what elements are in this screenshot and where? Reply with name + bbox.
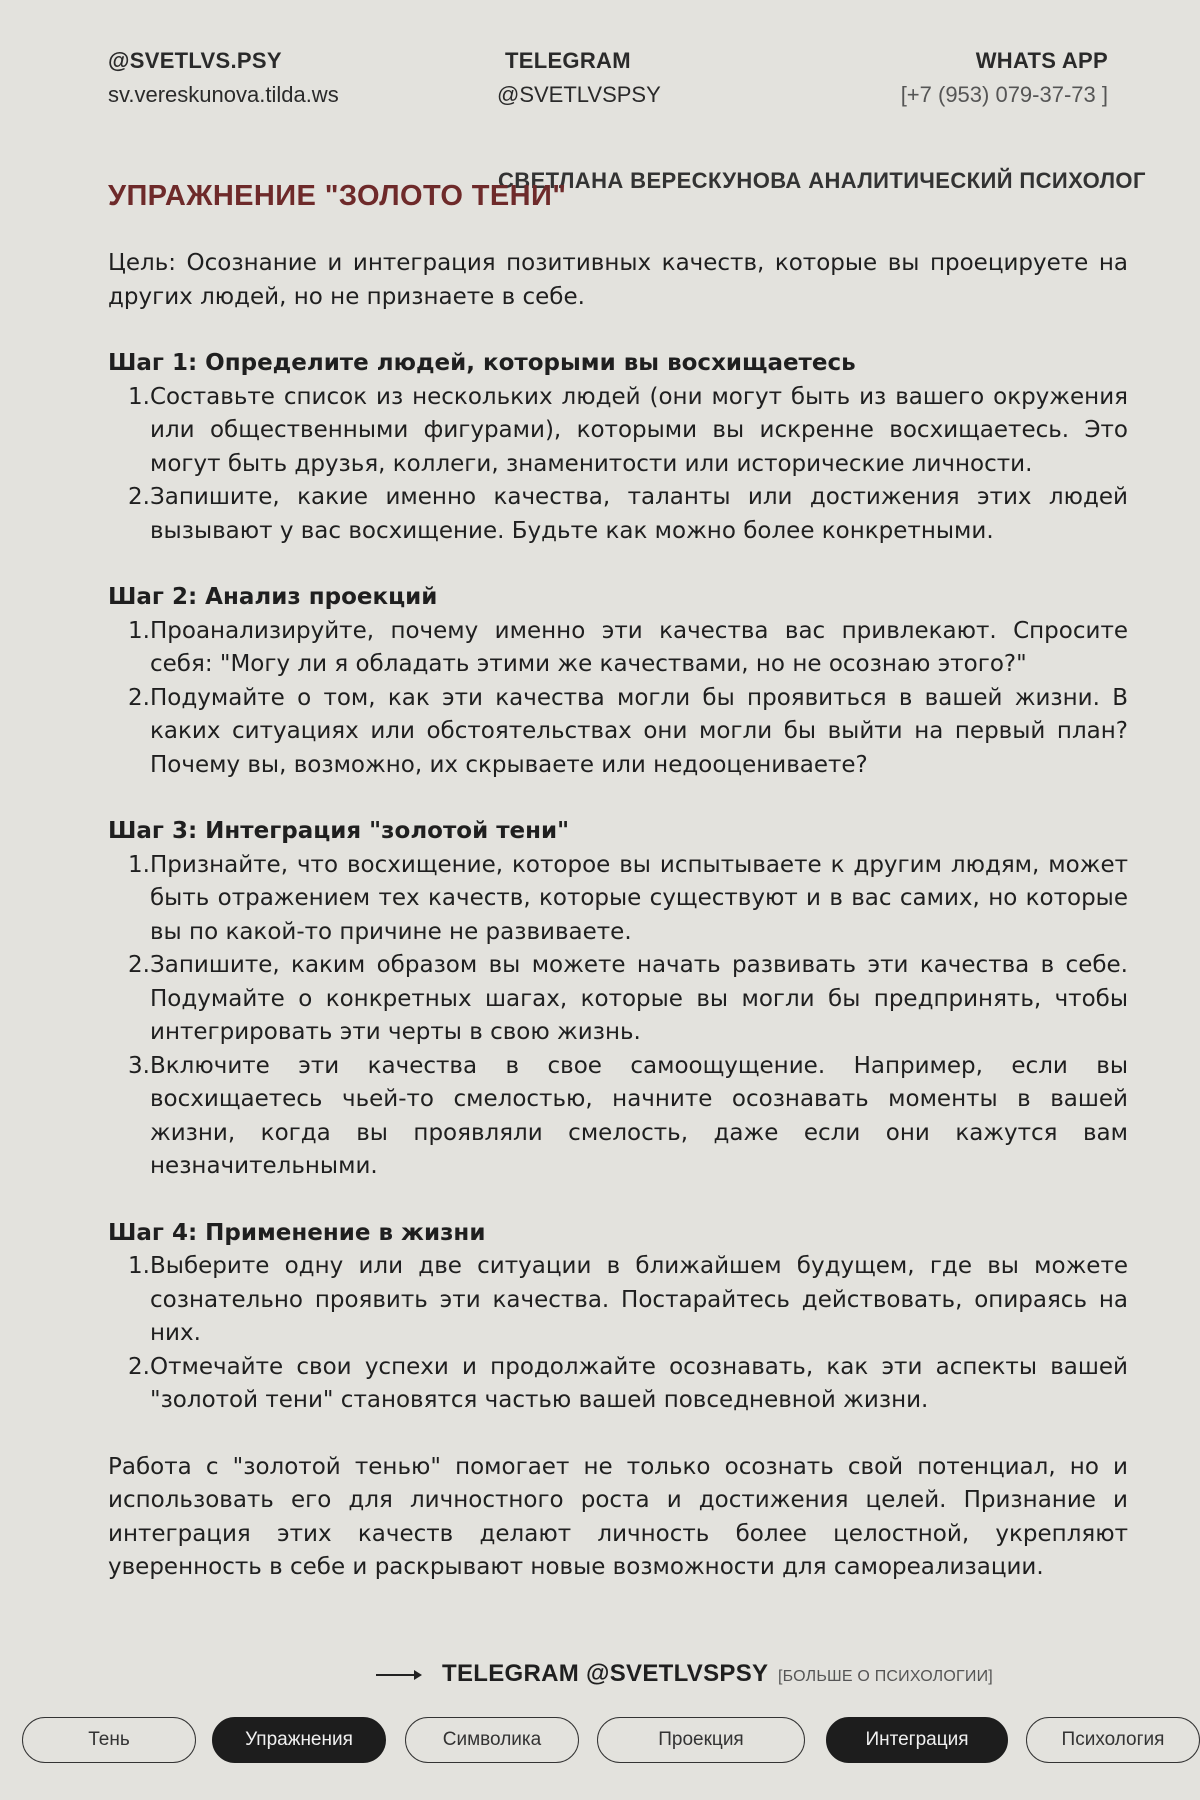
whatsapp-label: WHATS APP [975,48,1108,73]
author-name: СВЕТЛАНА ВЕРЕСКУНОВА АНАЛИТИЧЕСКИЙ ПСИХОЛОГ [498,168,1146,193]
whatsapp-phone[interactable]: [+7 (953) 079-37-73 ] [900,82,1108,107]
telegram-handle[interactable]: @SVETLVSPSY [497,82,661,107]
step-list [108,849,1128,1184]
tag-psychology[interactable]: Психология [1026,1717,1200,1763]
arrow-right-icon [376,1674,420,1676]
list-item-text: Отмечайте свои успехи и продолжайте осознавать, как эти аспекты вашей "золотой тени" становятся частью вашей повседневной жизни. [150,1353,1128,1413]
contact-telegram [497,48,661,108]
website-link[interactable]: sv.vereskunova.tilda.ws [108,82,339,107]
step-list [108,381,1128,549]
goal-paragraph: Цель: Осознание и интеграция позитивных качеств, которые вы проецируете на других людей, но не признаете в себе. [108,250,1128,310]
telegram-link[interactable]: TELEGRAM @SVETLVSPSY [442,1660,769,1687]
page-title: УПРАЖНЕНИЕ "ЗОЛОТО ТЕНИ" [108,180,567,212]
list-item-text: Запишите, какие именно качества, таланты или достижения этих людей вызывают у вас восхищение. Будьте как можно более конкретными. [150,484,1128,544]
step-list [108,1250,1128,1418]
list-item: 1. Проанализируйте, почему именно эти качества вас привлекают. Спросите себя: "Могу ли я обладать этими же качествами, но не осознаю этого?" [128,617,1128,677]
list-item-text: Запишите, каким образом вы можете начать развивать эти качества в себе. Подумайте о конкретных шагах, которые вы могли бы предпринять, чтобы интегрировать эти черты в свою жизнь. [150,952,1128,1045]
tag-exercises[interactable]: Упражнения [212,1717,386,1763]
list-item-text: Включите эти качества в свое самоощущение. Например, если вы восхищаетесь чьей-то смелостью, начните осознавать моменты в вашей жизни, когда вы проявляли смелость, даже если они кажутся вам незначительными. [150,1052,1128,1179]
step-2 [108,581,1128,782]
list-item: 1. Составьте список из нескольких людей (они могут быть из вашего окружения или общественными фигурами), которыми вы искренне восхищаетесь. Это могут быть друзья, коллеги, знаменитости или исторические личности. [128,383,1128,477]
step-title: Шаг 3: Интеграция "золотой тени" [108,818,570,844]
step-1 [108,347,1128,548]
step-3 [108,815,1128,1184]
list-item: 2. Запишите, каким образом вы можете начать развивать эти качества в себе. Подумайте о конкретных шагах, которые вы могли бы предпринять, чтобы интегрировать эти черты в свою жизнь. [128,952,1128,1045]
step-4 [108,1217,1128,1418]
contact-instagram [108,48,339,108]
list-item-text: Выберите одну или две ситуации в ближайшем будущем, где вы можете сознательно проявить эти качества. Постарайтесь действовать, опираясь на них. [150,1253,1128,1346]
list-item: 2. Отмечайте свои успехи и продолжайте осознавать, как эти аспекты вашей "золотой тени" становятся частью вашей повседневной жизни. [128,1353,1128,1413]
step-title: Шаг 2: Анализ проекций [108,584,438,610]
instagram-handle[interactable]: @SVETLVS.PSY [108,48,282,73]
telegram-label: TELEGRAM [505,48,631,73]
list-item: 1. Признайте, что восхищение, которое вы испытываете к другим людям, может быть отражением тех качеств, которые существуют и в вас самих, но которые вы по какой-то причине не развиваете. [128,851,1128,945]
tag-shadow[interactable]: Тень [22,1717,196,1763]
step-list [108,615,1128,783]
tag-symbolism[interactable]: Символика [405,1717,579,1763]
list-item-text: Подумайте о том, как эти качества могли бы проявиться в вашей жизни. В каких ситуациях или обстоятельствах они могли бы выйти на первый план? Почему вы, возможно, их скрываете или недооцениваете? [150,684,1128,778]
conclusion-paragraph: Работа с "золотой тенью" помогает не только осознать свой потенциал, но и использовать его для личностного роста и достижения целей. Признание и интеграция этих качеств делают личность более целостной, укрепляют уверенность в себе и раскрывают новые возможности для самореализации. [108,1453,1128,1580]
list-item: 3. Включите эти качества в свое самоощущение. Например, если вы восхищаетесь чьей-то смелостью, начните осознавать моменты в вашей жизни, когда вы проявляли смелость, даже если они кажутся вам незначительными. [128,1052,1128,1179]
step-title: Шаг 4: Применение в жизни [108,1219,486,1246]
list-item: 2. Запишите, какие именно качества, таланты или достижения этих людей вызывают у вас восхищение. Будьте как можно более конкретными. [128,484,1128,544]
list-item: 1. Выберите одну или две ситуации в ближайшем будущем, где вы можете сознательно проявить эти качества. Постарайтесь действовать, опираясь на них. [128,1253,1128,1346]
telegram-note: [БОЛЬШЕ О ПСИХОЛОГИИ] [778,1668,993,1685]
list-item: 2. Подумайте о том, как эти качества могли бы проявиться в вашей жизни. В каких ситуациях или обстоятельствах они могли бы выйти на первый план? Почему вы, возможно, их скрываете или недооцениваете? [128,684,1128,778]
tag-integration[interactable]: Интеграция [826,1717,1008,1763]
tag-bar [0,1717,1200,1767]
footer-telegram [0,1656,1200,1696]
step-title: Шаг 1: Определите людей, которыми вы восхищаетесь [108,350,856,376]
list-item-text: Составьте список из нескольких людей (они могут быть из вашего окружения или общественными фигурами), которыми вы искренне восхищаетесь. Это могут быть друзья, коллеги, знаменитости или исторические личности. [150,383,1128,477]
document-body [108,178,1128,1618]
tag-projection[interactable]: Проекция [597,1717,805,1763]
contact-whatsapp [901,48,1108,108]
list-item-text: Признайте, что восхищение, которое вы испытываете к другим людям, может быть отражением тех качеств, которые существуют и в вас самих, но которые вы по какой-то причине не развиваете. [150,851,1128,945]
list-item-text: Проанализируйте, почему именно эти качества вас привлекают. Спросите себя: "Могу ли я обладать этими же качествами, но не осознаю этого?" [150,617,1128,677]
header [0,44,1200,193]
